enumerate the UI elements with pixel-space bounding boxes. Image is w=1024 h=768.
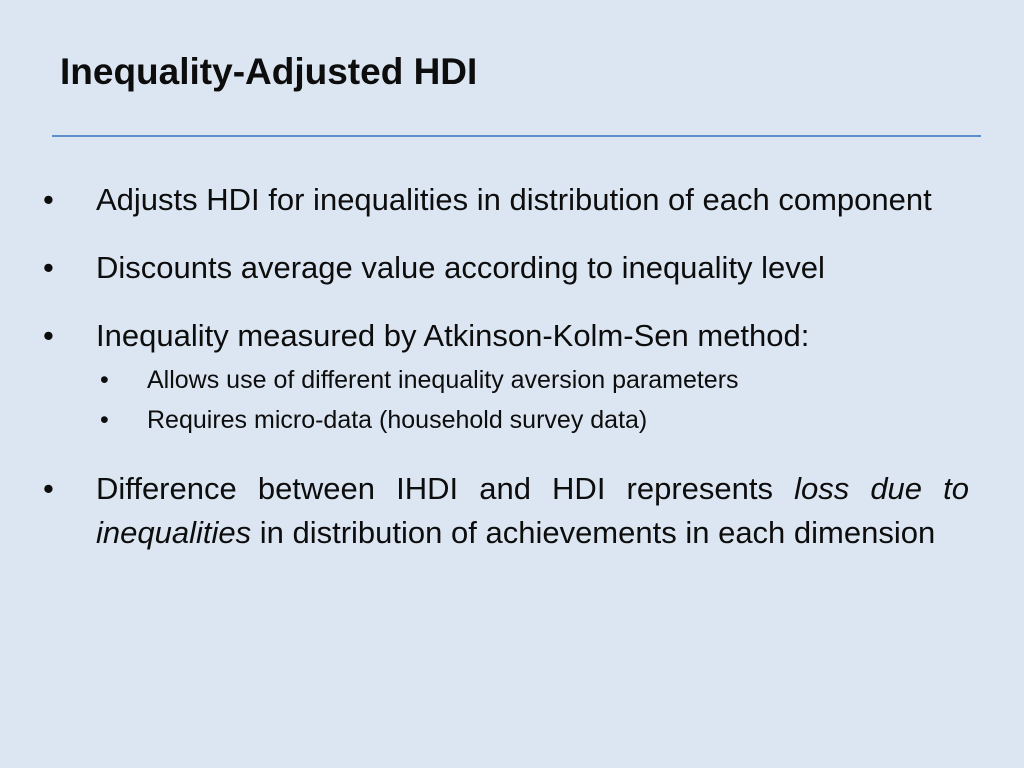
slide-title: Inequality-Adjusted HDI xyxy=(60,51,478,92)
bullet-item xyxy=(0,314,969,440)
bullet-text-before: Difference between IHDI and HDI represents xyxy=(96,471,795,506)
bullet-list xyxy=(0,178,1024,555)
sub-bullet-item xyxy=(96,400,969,440)
bullet-text: Discounts average value according to inequality level xyxy=(96,250,825,285)
bullet-dot-icon: • xyxy=(43,250,54,285)
bullet-dot-icon: • xyxy=(43,318,54,353)
bullet-dot-icon: • xyxy=(43,182,54,217)
bullet-text-after: in distribution of achievements in each dimension xyxy=(251,515,936,550)
sub-bullet-dot-icon: • xyxy=(100,366,109,394)
bullet-item xyxy=(0,467,969,555)
bullet-item xyxy=(0,178,969,222)
bullet-text-italic: loss due to inequalities xyxy=(96,471,969,550)
sub-bullet-dot-icon: • xyxy=(100,406,109,434)
bullet-item xyxy=(0,246,969,290)
sub-bullet-text: Allows use of different inequality aversion parameters xyxy=(147,366,739,394)
sub-bullet-text: Requires micro-data (household survey data) xyxy=(147,406,648,434)
sub-bullet-list xyxy=(96,360,969,440)
sub-bullet-item xyxy=(96,360,969,400)
bullet-text: Inequality measured by Atkinson-Kolm-Sen method: xyxy=(96,318,810,353)
title-divider xyxy=(52,135,981,137)
bullet-text: Adjusts HDI for inequalities in distribution of each component xyxy=(96,182,932,217)
bullet-dot-icon: • xyxy=(43,471,54,506)
